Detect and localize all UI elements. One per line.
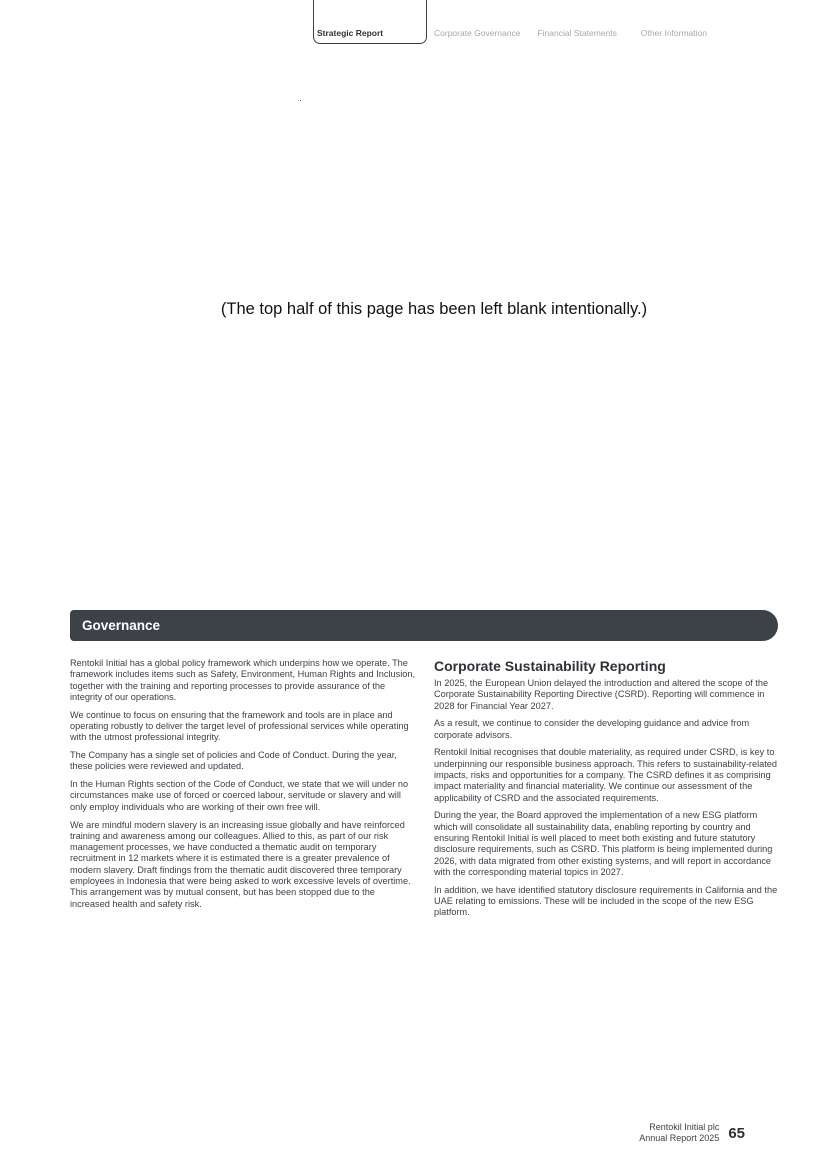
paragraph: In the Human Rights section of the Code of Conduct, we state that we will under no circumstances make use of forced or coerced labour, servitude or slavery and will only employ individuals who are working of their own free will. — [70, 779, 409, 812]
csr-heading: Corporate Sustainability Reporting — [434, 658, 666, 674]
section-navigation — [313, 0, 707, 44]
tab-strategic-report[interactable]: Strategic Report — [313, 0, 427, 44]
paragraph: Rentokil Initial has a global policy framework which underpins how we operate. The framework includes items such as Safety, Environment, Human Rights and Inclusion, together with the training and reporting processes to provide assurance of the integrity of our operations. — [70, 658, 416, 702]
tab-other-information[interactable]: Other Information — [640, 28, 707, 38]
paragraph: Rentokil Initial recognises that double materiality, as required under CSRD, is key to underpinning our responsible business approach. This refers to sustainability-related impacts, risks and opportunities for a company. The CSRD defines it as comprising impact materiality and financial materiality. We continue our assessment of the applicability of CSRD and the associated requirements. — [434, 747, 778, 803]
paragraph: During the year, the Board approved the implementation of a new ESG platform which will consolidate all sustainability data, enabling reporting by country and ensuring Rentokil Initial is well placed to meet both existing and future statutory disclosure requirements, such as CSRD. This platform is being implemented during 2026, with data migrated from other existing systems, and will report in accordance with the corresponding material topics in 2027. — [434, 810, 773, 877]
left-column — [70, 658, 416, 916]
paragraph: In addition, we have identified statutory disclosure requirements in California and the UAE relating to emissions. These will be included in the scope of the new ESG platform. — [434, 884, 778, 918]
paragraph: We are mindful modern slavery is an increasing issue globally and have reinforced training and awareness among our colleagues. Allied to this, as part of our risk management processes, we have conducted a thematic audit on temporary recruitment in 12 markets where it is estimated there is a greater prevalence of modern slavery. Draft findings from the thematic audit discovered three temporary employees in Indonesia that were being asked to work excessive levels of overtime. This arrangement was by mutual consent, but has been stopped due to the increased health and safety risk. — [70, 819, 411, 909]
governance-section-header — [70, 610, 778, 641]
blank-page-notice: (The top half of this page has been left blank intentionally.) — [220, 300, 648, 318]
section-title: Governance — [82, 618, 161, 633]
footer-company — [639, 1122, 719, 1144]
company-name: Rentokil Initial plc — [649, 1122, 720, 1132]
report-name: Annual Report 2025 — [639, 1133, 720, 1143]
page-footer — [639, 1122, 745, 1144]
tab-financial-statements[interactable]: Financial Statements — [537, 28, 617, 38]
right-column — [434, 658, 780, 925]
paragraph: In 2025, the European Union delayed the introduction and altered the scope of the Corporate Sustainability Reporting Directive (CSRD). Reporting will commence in 2028 for Financial Year 2027. — [434, 678, 769, 711]
stray-dot — [300, 100, 301, 101]
tab-corporate-governance[interactable]: Corporate Governance — [434, 28, 521, 38]
paragraph: We continue to focus on ensuring that the framework and tools are in place and operating robustly to deliver the target level of professional services while operating with the utmost professional integrity. — [70, 709, 409, 743]
paragraph: The Company has a single set of policies and Code of Conduct. During the year, these policies were reviewed and updated. — [70, 750, 397, 772]
page-number: 65 — [728, 1124, 745, 1142]
paragraph: As a result, we continue to consider the developing guidance and advice from corporate advisors. — [434, 718, 750, 740]
